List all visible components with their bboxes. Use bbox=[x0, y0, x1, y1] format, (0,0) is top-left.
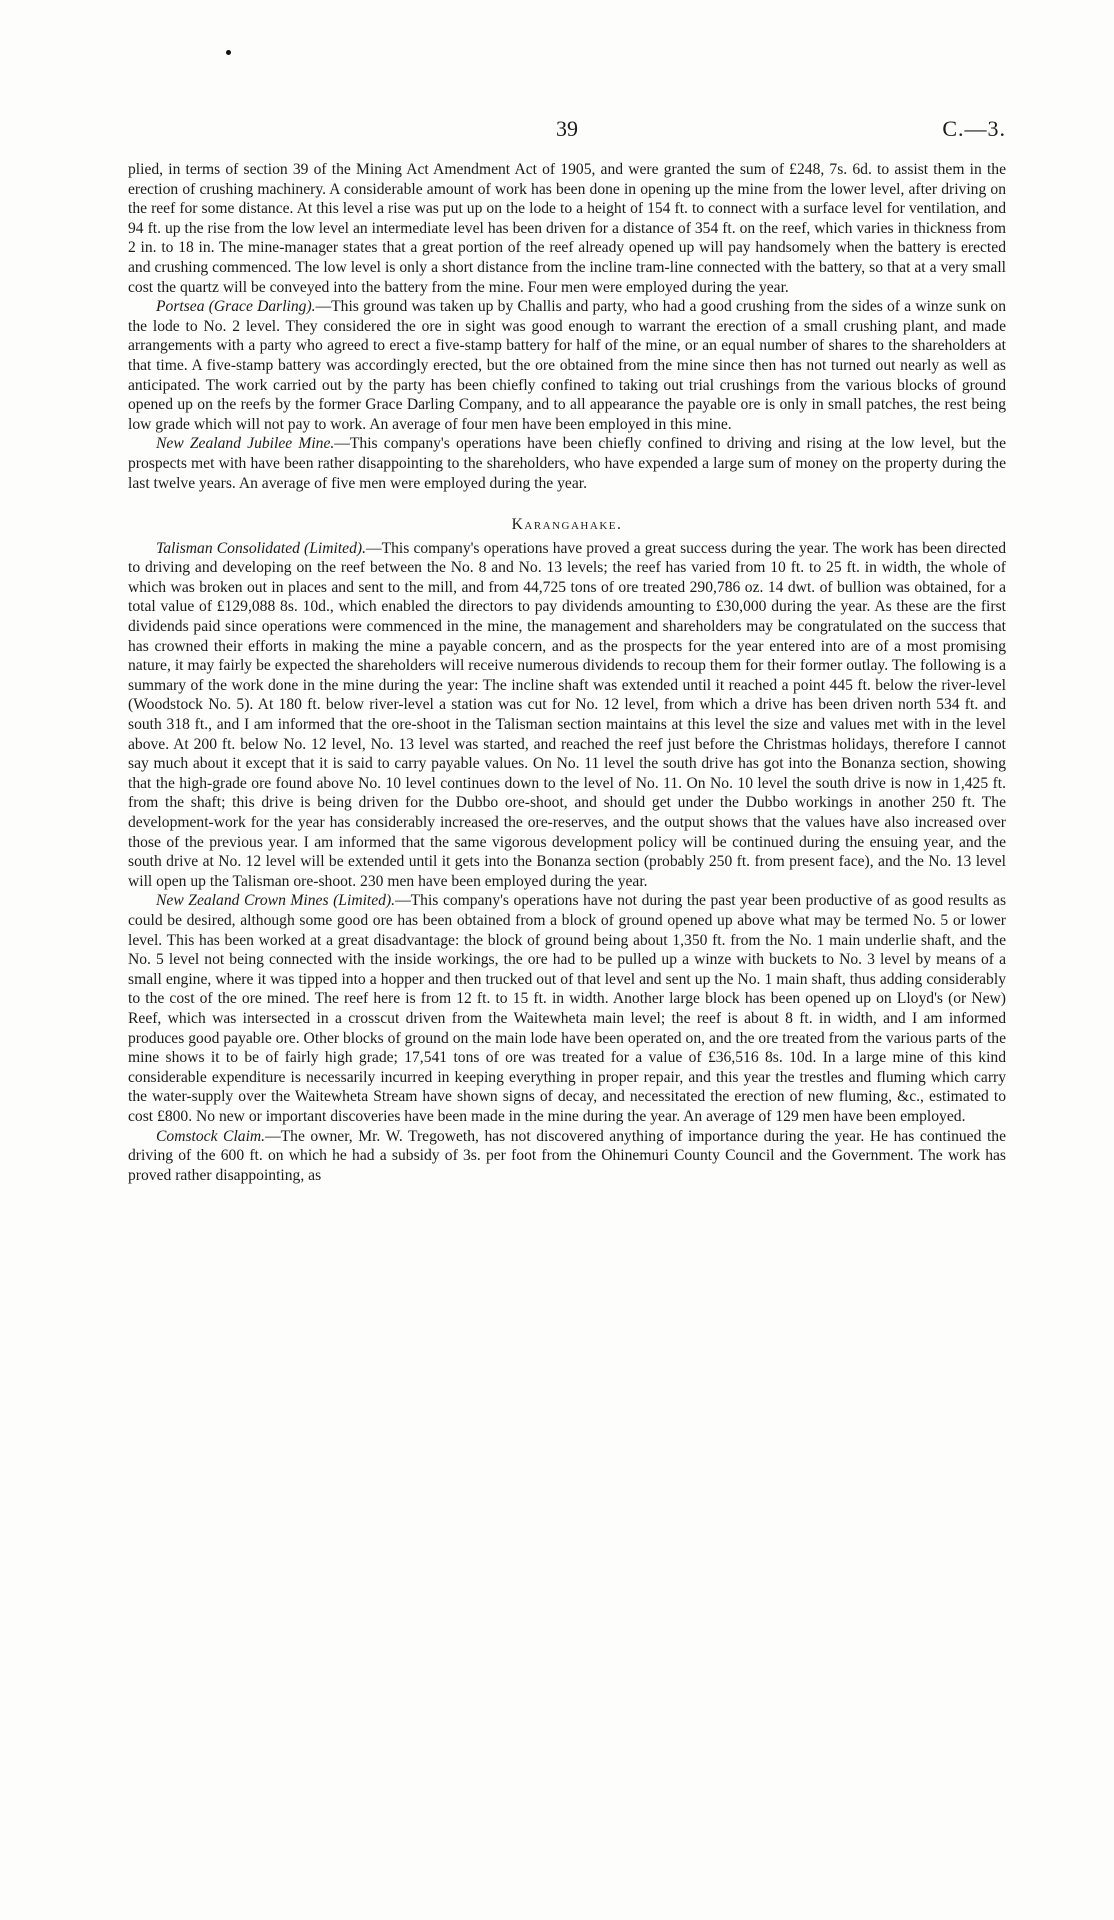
talisman-text: —This company's operations have proved a great success during the year. The work has been directed to driving and developing on the reef between the No. 8 and No. 13 levels; the reef has varied from 10 ft. to 25 ft. in width, the whole of which was broken out in places and sent to the mill, and from 44,725 tons of ore treated 290,786 oz. 14 dwt. of bullion was obtained, for a total value of £129,088 8s. 10d., which enabled the directors to pay dividends amounting to £30,000 during the year. As these are the first dividends paid since operations were commenced in the mine, the management and shareholders may be congratulated on the success that has crowned their efforts in making the mine a payable concern, and as the prospects for the year entered into are of a most promising nature, it may fairly be expected the shareholders will receive numerous dividends to recoup them for their former outlay. The following is a summary of the work done in the mine during the year: The incline shaft was extended until it reached a point 445 ft. below the river-level (Woodstock No. 5). At 180 ft. below river-level a station was cut for No. 12 level, from which a drive has been driven north 534 ft. and south 318 ft., and I am informed that the ore-shoot in the Talisman section maintains at this level the size and values met with in the level above. At 200 ft. below No. 12 level, No. 13 level was started, and reached the reef just before the Christmas holidays, therefore I cannot say much about it except that it is said to carry payable values. On No. 11 level the south drive has got into the Bonanza section, showing that the high-grade ore found above No. 10 level continues down to the level of No. 11. On No. 10 level the south drive is now in 1,425 ft. from the shaft; this drive is being driven for the Dubbo ore-shoot, and should get under the Dubbo workings in another 250 ft. The development-work for the year has considerably increased the ore-reserves, and the output shows that the values have also increased over those of the previous year. I am informed that the same vigorous development policy will be continued during the ensuing year, and the south drive at No. 12 level will be extended until it gets into the Bonanza section (probably 250 ft. from present face), and the No. 13 level will open up the Talisman ore-shoot. 230 men have been employed during the year. bbox=[128, 539, 1006, 890]
paragraph-talisman bbox=[128, 539, 1006, 892]
jubilee-title: New Zealand Jubilee Mine. bbox=[156, 435, 335, 453]
section-heading: Karangahake. bbox=[511, 516, 623, 534]
paragraph-intro: plied, in terms of section 39 of the Mining Act Amendment Act of 1905, and were granted the sum of £248, 7s. 6d. to assist them in the erection of crushing machinery. A considerable amount of work has been done in opening up the mine from the lower level, after driving on the reef for some distance. At this level a rise was put up on the lode to a height of 154 ft. to connect with a surface level for ventilation, and 94 ft. up the rise from the low level an intermediate level has been driven for a distance of 354 ft. on the reef, which varies in thickness from 2 in. to 18 in. The mine-manager states that a great portion of the reef already opened up will pay handsomely when the battery is erected and crushing commenced. The low level is only a short distance from the incline tram-line connected with the battery, so that at a very small cost the quartz will be conveyed into the battery from the mine. Four men were employed during the year. bbox=[128, 161, 1006, 296]
document-reference: C.—3. bbox=[942, 116, 1006, 141]
crown-mines-title: New Zealand Crown Mines (Limited). bbox=[156, 892, 396, 910]
comstock-title: Comstock Claim. bbox=[156, 1127, 266, 1145]
ink-speck bbox=[226, 50, 231, 55]
crown-mines-text: —This company's operations have not during the past year been productive of as good results as could be desired, although some good ore has been obtained from a block of ground opened up above what may be termed No. 5 or lower level. This has been worked at a great disadvantage: the block of ground being about 1,350 ft. from the No. 1 main underlie shaft, and the No. 5 level not being connected with the inside workings, the ore had to be pulled up a winze with buckets to No. 3 level by means of a small engine, where it was tipped into a hopper and then trucked out of that level and sent up the No. 1 main shaft, thus adding considerably to the cost of the ore mined. The reef here is from 12 ft. to 15 ft. in width. Another large block has been opened up on Lloyd's (or New) Reef, which was intersected in a crosscut driven from the Waitewheta main level; the reef is about 8 ft. in width, and I am informed produces good payable ore. Other blocks of ground on the main lode have been operated on, and the ore treated from the various parts of the mine shows it to be of fairly high grade; 17,541 tons of ore was treated for a value of £36,516 8s. 10d. In a large mine of this kind considerable expenditure is necessarily incurred in keeping everything in proper repair, and this year the trestles and fluming which carry the water-supply over the Waitewheta Stream have shown signs of decay, and necessitated the erection of new fluming, &c., estimated to cost £800. No new or important discoveries have been made in the mine during the year. An average of 129 men have been employed. bbox=[128, 892, 1007, 1125]
page-header bbox=[128, 116, 1006, 150]
talisman-title: Talisman Consolidated (Limited). bbox=[156, 539, 366, 557]
paragraph-crown-mines bbox=[128, 891, 1006, 1126]
document-body bbox=[128, 160, 1006, 1185]
paragraph-portsea bbox=[128, 297, 1006, 434]
paragraph-jubilee bbox=[128, 434, 1006, 493]
comstock-text: —The owner, Mr. W. Tregoweth, has not discovered anything of importance during the year. He has continued the driving of the 600 ft. on which he had a subsidy of 3s. per foot from the Ohinemuri County Council and the Government. The work has proved rather disappointing, as bbox=[128, 1127, 1006, 1184]
portsea-title: Portsea (Grace Darling). bbox=[156, 298, 316, 316]
portsea-text: —This ground was taken up by Challis and party, who had a good crushing from the sides of a winze sunk on the lode to No. 2 level. They considered the ore in sight was good enough to warrant the erection of a small crushing plant, and made arrangements with a party who agreed to erect a five-stamp battery for half of the mine, or an equal number of shares to the shareholders at that time. A five-stamp battery was accordingly erected, but the ore obtained from the mine since then has not turned out nearly as well as anticipated. The work carried out by the party has been chiefly confined to taking out trial crushings from the various blocks of ground opened up on the reefs by the former Grace Darling Company, and to all appearance the payable ore is only in small patches, the rest being low grade which will not pay to work. An average of four men have been employed in this mine. bbox=[128, 298, 1007, 433]
page-number: 39 bbox=[556, 116, 578, 141]
paragraph-comstock bbox=[128, 1127, 1006, 1186]
jubilee-text: —This company's operations have been chiefly confined to driving and rising at the low level, but the prospects met with have been rather disappointing to the shareholders, who have expended a large sum of money on the property during the last twelve years. An average of five men were employed during the year. bbox=[128, 435, 1006, 492]
